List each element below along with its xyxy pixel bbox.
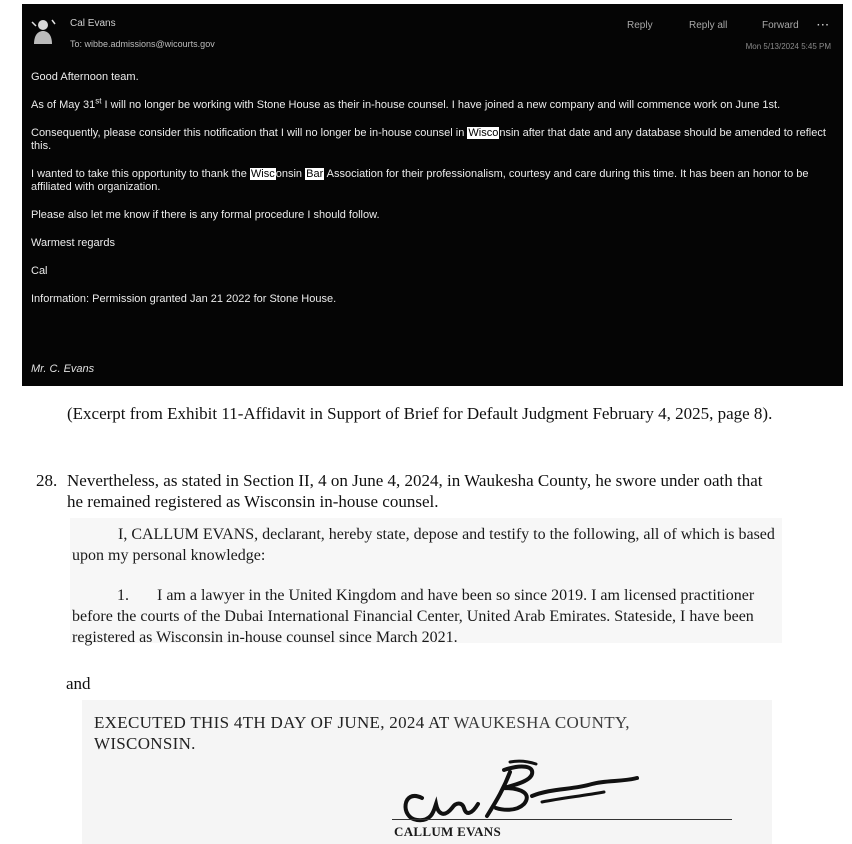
conjunction-text: and <box>66 674 91 693</box>
search-highlight: Wisco <box>468 127 499 139</box>
executed-excerpt <box>82 700 772 844</box>
declaration-item-1 <box>72 585 778 648</box>
forward-button[interactable]: Forward <box>762 20 799 31</box>
declaration-item-number: 1. <box>117 587 129 604</box>
email-greeting: Good Afternoon team. <box>31 71 139 83</box>
email-info-line: Information: Permission granted Jan 21 2022 for Stone House. <box>31 293 337 305</box>
declaration-intro: I, CALLUM EVANS, declarant, hereby state, depose and testify to the following, all of which is based upon my personal knowledge: <box>72 526 775 564</box>
email-paragraph-1: As of May 31st I will no longer be working with Stone House as their in-house counsel. I have joined a new company and will commence work on June 1st. <box>31 96 781 111</box>
reply-all-button[interactable]: Reply all <box>689 20 728 31</box>
exhibit-caption: (Excerpt from Exhibit 11-Affidavit in Support of Brief for Default Judgment February 4, 2025, page 8). <box>67 404 773 423</box>
declaration-item-text: I am a lawyer in the United Kingdom and have been so since 2019. I am licensed practitioner before the courts of the Dubai International Financial Center, United Arab Emirates. Stateside, I have been registered as Wisconsin in-house counsel since March 2021. <box>72 587 755 646</box>
more-options-icon[interactable]: ··· <box>817 20 830 31</box>
paragraph-number: 28. <box>36 471 58 490</box>
signer-name: CALLUM EVANS <box>394 824 502 839</box>
search-highlight: Wisc <box>250 168 275 180</box>
handwritten-signature <box>392 758 642 828</box>
email-short-name: Cal <box>31 265 48 277</box>
email-signature: Mr. C. Evans <box>31 363 95 375</box>
signature-line <box>392 819 732 820</box>
email-closing: Warmest regards <box>31 237 115 249</box>
email-screenshot <box>22 4 843 386</box>
email-timestamp: Mon 5/13/2024 5:45 PM <box>745 42 831 51</box>
search-highlight: Bar <box>306 168 324 180</box>
sender-name: Cal Evans <box>70 18 116 29</box>
email-paragraph-4: Please also let me know if there is any formal procedure I should follow. <box>31 209 380 221</box>
email-paragraph-2: Consequently, please consider this notification that I will no longer be in-house counsel in Wisconsin after that date and any database should be amended to reflect this. <box>31 127 826 152</box>
paragraph-text: Nevertheless, as stated in Section II, 4 on June 4, 2024, in Waukesha County, he swore under oath that he remained registered as Wisconsin in-house counsel. <box>67 471 763 511</box>
sender-avatar-icon <box>30 16 56 46</box>
email-paragraph-3: I wanted to take this opportunity to thank the Wisconsin Bar Association for their professionalism, courtesy and care during this time. It has been an honor to be affiliated with organization. <box>31 168 809 193</box>
reply-button[interactable]: Reply <box>627 20 653 31</box>
declaration-excerpt <box>70 518 782 646</box>
email-body <box>31 71 839 321</box>
numbered-paragraph-28 <box>36 470 776 512</box>
executed-statement: EXECUTED THIS 4TH DAY OF JUNE, 2024 AT WAUKESHA COUNTY, WISCONSIN. <box>94 713 630 753</box>
recipient-line: To: wibbe.admissions@wicourts.gov <box>70 39 215 49</box>
